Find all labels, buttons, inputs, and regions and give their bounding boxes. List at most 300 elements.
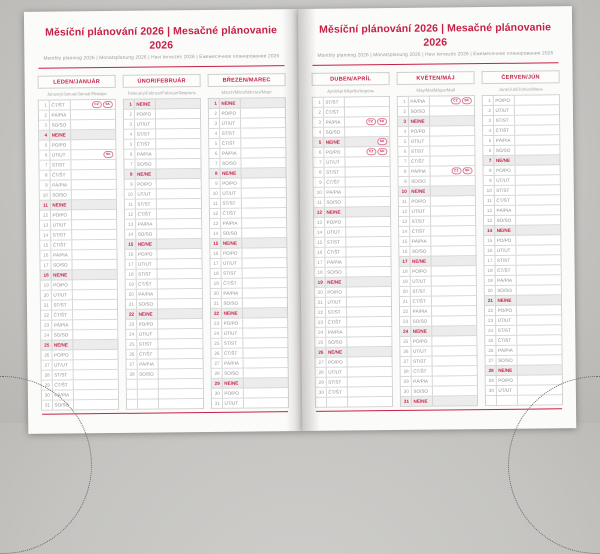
- day-number: 17: [484, 256, 495, 265]
- notes-cell: [431, 286, 476, 295]
- day-abbrev: ČT/ŠT: [496, 336, 517, 345]
- notes-cell: [345, 177, 390, 186]
- day-number: 1: [124, 100, 135, 109]
- day-number: 24: [485, 326, 496, 335]
- notes-cell: [345, 127, 390, 136]
- day-number: 6: [124, 150, 135, 159]
- notes-cell: [517, 335, 562, 344]
- notes-cell: [515, 165, 560, 174]
- notes-cell: [157, 259, 202, 268]
- notes-cell: [243, 398, 288, 407]
- day-number: 20: [485, 286, 496, 295]
- day-number: 23: [211, 319, 222, 328]
- notes-cell: [241, 208, 286, 217]
- day-number: 3: [483, 116, 494, 125]
- day-number: 20: [126, 290, 137, 299]
- month-subtitle-march: March/März/Március/Март: [221, 89, 272, 95]
- notes-cell: [516, 305, 561, 314]
- notes-cell: [71, 180, 116, 189]
- day-abbrev: [496, 396, 517, 405]
- day-number: 8: [210, 169, 221, 178]
- day-abbrev: SO/SO: [324, 198, 345, 207]
- day-number: 14: [484, 226, 495, 235]
- day-abbrev: PÁ/PIA: [222, 359, 243, 368]
- day-number: 19: [315, 278, 326, 287]
- notes-cell: [242, 288, 287, 297]
- day-abbrev: SO/SO: [222, 369, 243, 378]
- notes-cell: [345, 197, 390, 206]
- month-title-april: DUBEN/APRÍL: [312, 72, 390, 86]
- day-abbrev: PO/PO: [324, 148, 345, 157]
- day-number: [316, 398, 327, 407]
- notes-cell: [347, 317, 392, 326]
- day-number: 3: [313, 118, 324, 127]
- day-number: 7: [313, 158, 324, 167]
- day-number: 15: [40, 241, 51, 250]
- page-content-right: [298, 6, 576, 412]
- notes-cell: [517, 365, 562, 374]
- notes-cell: [71, 190, 116, 199]
- day-abbrev: SO/SO: [52, 330, 73, 339]
- page-subtitle: Monthly planning 2026 | Monatsplanung 2026 | Havi tervezés 2026 | Ежемесячное планирование 2026: [43, 54, 280, 62]
- day-number: 6: [398, 147, 409, 156]
- day-number: 10: [40, 191, 51, 200]
- day-abbrev: ST/ST: [496, 326, 517, 335]
- day-abbrev: ČT/ŠT: [222, 349, 243, 358]
- day-number: 17: [399, 257, 410, 266]
- holiday-badge-sk-icon: SK: [462, 97, 472, 104]
- day-abbrev: SO/SO: [135, 160, 156, 169]
- day-number: 6: [209, 149, 220, 158]
- day-abbrev: ÚT/UT: [51, 220, 72, 229]
- day-abbrev: PÁ/PIA: [136, 220, 157, 229]
- notes-cell: [430, 146, 475, 155]
- notes-cell: [72, 300, 117, 309]
- notes-cell: [158, 329, 203, 338]
- bottom-rule: [42, 411, 288, 415]
- day-number: 11: [314, 198, 325, 207]
- day-number: 4: [313, 128, 324, 137]
- notes-cell: [432, 346, 477, 355]
- month-title-january: LEDEN/JANUÁR: [38, 75, 116, 89]
- day-abbrev: PO/PO: [137, 319, 158, 328]
- day-number: 24: [211, 329, 222, 338]
- day-number: 25: [126, 340, 137, 349]
- day-abbrev: PO/PO: [495, 306, 516, 315]
- day-abbrev: PO/PO: [325, 288, 346, 297]
- notes-cell: [432, 396, 477, 405]
- day-abbrev: ÚT/UT: [493, 106, 514, 115]
- day-abbrev: ST/ST: [494, 116, 515, 125]
- holiday-badge-cz-icon: CZ: [92, 101, 102, 108]
- notes-cell: [347, 397, 392, 406]
- day-abbrev: PO/PO: [222, 319, 243, 328]
- notes-cell: [430, 176, 475, 185]
- day-number: 1: [483, 96, 494, 105]
- notes-cell: [242, 268, 287, 277]
- day-number: 9: [210, 179, 221, 188]
- day-number: 2: [124, 110, 135, 119]
- day-abbrev: ST/ST: [51, 230, 72, 239]
- notes-cell: [431, 276, 476, 285]
- notes-cell: [158, 349, 203, 358]
- notes-cell: [347, 327, 392, 336]
- day-number: 7: [398, 157, 409, 166]
- day-number: 23: [315, 318, 326, 327]
- day-number: 4: [483, 126, 494, 135]
- notes-cell: [158, 389, 203, 398]
- day-abbrev: SO/SO: [495, 216, 516, 225]
- day-number: 10: [484, 186, 495, 195]
- notes-cell: [241, 128, 286, 137]
- day-abbrev: ÚT/UT: [52, 360, 73, 369]
- day-abbrev: NE/NE: [324, 208, 345, 217]
- day-number: 6: [39, 151, 50, 160]
- day-abbrev: ÚT/UT: [221, 259, 242, 268]
- notes-cell: [432, 356, 477, 365]
- notes-cell: [71, 120, 116, 129]
- day-number: 28: [212, 369, 223, 378]
- day-number: 23: [400, 317, 411, 326]
- page-title: Měsíční plánování 2026 | Mesačné plánovanie 2026: [45, 24, 278, 52]
- day-number: 7: [124, 160, 135, 169]
- notes-cell: [432, 306, 477, 315]
- day-number: 20: [211, 289, 222, 298]
- day-number: 30: [212, 389, 223, 398]
- blank-row-april: [316, 397, 392, 408]
- day-abbrev: PO/PO: [410, 267, 431, 276]
- day-abbrev: ČT/ŠT: [325, 248, 346, 257]
- day-number: 26: [211, 349, 222, 358]
- notes-cell: [242, 228, 287, 237]
- holiday-badge-cz-icon: CZ: [366, 118, 376, 125]
- title-rule: [312, 62, 558, 66]
- notes-cell: [346, 217, 391, 226]
- notes-cell: [346, 257, 391, 266]
- day-abbrev: ST/ST: [494, 186, 515, 195]
- notes-cell: [346, 267, 391, 276]
- day-number: 15: [399, 237, 410, 246]
- day-abbrev: NE/NE: [222, 309, 243, 318]
- day-number: 18: [211, 269, 222, 278]
- holiday-badge-sk-icon: SK: [377, 118, 387, 125]
- notes-cell: [516, 245, 561, 254]
- day-number: 1: [209, 99, 220, 108]
- notes-cell: [70, 110, 115, 119]
- day-number: 13: [40, 221, 51, 230]
- month-column-april: [312, 72, 394, 408]
- notes-cell: [345, 117, 390, 126]
- day-abbrev: PÁ/PIA: [221, 219, 242, 228]
- notes-cell: [345, 167, 390, 176]
- day-abbrev: ÚT/UT: [325, 298, 346, 307]
- day-number: 27: [42, 361, 53, 370]
- day-table-june: [482, 94, 563, 406]
- notes-cell: [517, 315, 562, 324]
- day-abbrev: ÚT/UT: [136, 260, 157, 269]
- day-abbrev: ČT/ŠT: [326, 388, 347, 397]
- day-abbrev: PO/PO: [136, 250, 157, 259]
- notes-cell: [347, 387, 392, 396]
- day-abbrev: ČT/ŠT: [52, 380, 73, 389]
- day-number: 15: [484, 236, 495, 245]
- day-abbrev: PO/PO: [222, 389, 243, 398]
- notes-cell: [347, 307, 392, 316]
- day-number: 26: [41, 351, 52, 360]
- day-abbrev: NE/NE: [411, 397, 432, 406]
- notes-cell: [345, 157, 390, 166]
- page-content-left: [24, 9, 302, 415]
- day-number: 28: [401, 367, 412, 376]
- day-table-march: [208, 97, 289, 409]
- day-abbrev: PÁ/PIA: [135, 150, 156, 159]
- day-number: 12: [125, 210, 136, 219]
- day-number: 21: [400, 297, 411, 306]
- blank-row-june: [486, 395, 562, 406]
- day-abbrev: ČT/ŠT: [411, 367, 432, 376]
- notes-cell: [345, 187, 390, 196]
- day-number: 14: [314, 228, 325, 237]
- day-abbrev: ÚT/UT: [495, 246, 516, 255]
- day-number: 25: [41, 341, 52, 350]
- day-abbrev: NE/NE: [324, 138, 345, 147]
- day-abbrev: SO/SO: [136, 299, 157, 308]
- notes-cell: [347, 367, 392, 376]
- notes-cell: [346, 237, 391, 246]
- day-number: 24: [41, 331, 52, 340]
- day-abbrev: PÁ/PIA: [50, 180, 71, 189]
- notes-cell: [73, 390, 118, 399]
- notes-cell: [517, 355, 562, 364]
- notes-cell: [431, 256, 476, 265]
- notes-cell: [241, 198, 286, 207]
- notes-cell: [516, 295, 561, 304]
- day-number: 5: [483, 136, 494, 145]
- notes-cell: [346, 277, 391, 286]
- day-number: 4: [398, 127, 409, 136]
- notes-cell: [346, 287, 391, 296]
- day-number: 2: [39, 111, 50, 120]
- notes-cell: [432, 326, 477, 335]
- day-number: 4: [39, 131, 50, 140]
- notes-cell: [241, 158, 286, 167]
- day-abbrev: NE/NE: [326, 348, 347, 357]
- day-number: 28: [486, 366, 497, 375]
- day-abbrev: ČT/ŠT: [410, 297, 431, 306]
- day-abbrev: ST/ST: [325, 238, 346, 247]
- day-number: 16: [40, 251, 51, 260]
- day-number: 20: [315, 288, 326, 297]
- notes-cell: [71, 130, 116, 139]
- day-abbrev: NE/NE: [135, 170, 156, 179]
- day-abbrev: SO/SO: [326, 338, 347, 347]
- notes-cell: [347, 357, 392, 366]
- month-column-february: [123, 74, 205, 410]
- notes-cell: [517, 345, 562, 354]
- notes-cell: [347, 347, 392, 356]
- bottom-rule: [316, 408, 562, 412]
- day-abbrev: NE/NE: [494, 156, 515, 165]
- day-abbrev: ÚT/UT: [135, 120, 156, 129]
- day-abbrev: PO/PO: [50, 210, 71, 219]
- day-table-january: [38, 99, 119, 411]
- notes-cell: [73, 320, 118, 329]
- day-number: 13: [210, 219, 221, 228]
- day-abbrev: ÚT/UT: [494, 176, 515, 185]
- day-abbrev: PÁ/PIA: [49, 110, 70, 119]
- day-abbrev: SO/SO: [136, 230, 157, 239]
- day-abbrev: SO/SO: [51, 260, 72, 269]
- notes-cell: [157, 239, 202, 248]
- day-number: [486, 396, 497, 405]
- day-number: 20: [400, 287, 411, 296]
- day-number: 13: [399, 217, 410, 226]
- day-number: 11: [40, 201, 51, 210]
- notes-cell: [430, 166, 475, 175]
- day-number: 19: [400, 277, 411, 286]
- day-abbrev: PÁ/PIA: [410, 237, 431, 246]
- notes-cell: [70, 100, 115, 109]
- month-subtitle-april: April/April/Április/Апрель: [327, 88, 375, 94]
- day-number: 2: [398, 107, 409, 116]
- day-abbrev: ČT/ŠT: [220, 139, 241, 148]
- day-number: 21: [315, 298, 326, 307]
- day-number: 15: [125, 240, 136, 249]
- notes-cell: [516, 225, 561, 234]
- notes-cell: [517, 395, 562, 404]
- day-number: 26: [485, 346, 496, 355]
- day-abbrev: PÁ/PIA: [324, 118, 345, 127]
- notes-cell: [242, 218, 287, 227]
- day-number: 12: [399, 207, 410, 216]
- notes-cell: [514, 95, 559, 104]
- day-number: 23: [41, 321, 52, 330]
- notes-cell: [158, 379, 203, 388]
- notes-cell: [243, 338, 288, 347]
- notes-cell: [514, 105, 559, 114]
- notes-cell: [72, 270, 117, 279]
- month-title-february: ÚNOR/FEBRUÁR: [123, 74, 201, 88]
- notes-cell: [431, 296, 476, 305]
- day-number: 14: [210, 229, 221, 238]
- day-number: 21: [126, 300, 137, 309]
- day-abbrev: ST/ST: [221, 269, 242, 278]
- month-column-march: [208, 73, 290, 409]
- day-abbrev: ÚT/UT: [411, 347, 432, 356]
- day-abbrev: ST/ST: [410, 287, 431, 296]
- notes-cell: [243, 378, 288, 387]
- notes-cell: [432, 336, 477, 345]
- holiday-badge-sk-icon: SK: [377, 138, 387, 145]
- day-abbrev: ÚT/UT: [324, 158, 345, 167]
- day-abbrev: PO/PO: [325, 218, 346, 227]
- day-abbrev: ÚT/UT: [326, 368, 347, 377]
- notes-cell: [73, 380, 118, 389]
- day-abbrev: NE/NE: [411, 327, 432, 336]
- notes-cell: [156, 179, 201, 188]
- day-abbrev: ST/ST: [495, 256, 516, 265]
- day-abbrev: ST/ST: [51, 300, 72, 309]
- day-number: 14: [125, 230, 136, 239]
- day-number: 12: [314, 208, 325, 217]
- day-abbrev: SO/SO: [496, 356, 517, 365]
- day-abbrev: NE/NE: [495, 296, 516, 305]
- day-number: 10: [125, 190, 136, 199]
- day-number: 16: [125, 250, 136, 259]
- notes-cell: [344, 107, 389, 116]
- notes-cell: [241, 138, 286, 147]
- notes-cell: [345, 147, 390, 156]
- day-abbrev: SO/SO: [494, 146, 515, 155]
- day-number: 30: [486, 386, 497, 395]
- day-abbrev: SO/SO: [325, 268, 346, 277]
- notes-cell: [346, 227, 391, 236]
- day-number: 25: [485, 336, 496, 345]
- notes-cell: [71, 170, 116, 179]
- day-abbrev: ÚT/UT: [135, 190, 156, 199]
- day-abbrev: PÁ/PIA: [220, 149, 241, 158]
- day-abbrev: SO/SO: [221, 229, 242, 238]
- day-abbrev: PO/PO: [411, 337, 432, 346]
- day-abbrev: PO/PO: [221, 249, 242, 258]
- day-abbrev: SO/SO: [220, 159, 241, 168]
- page-title: Měsíční plánování 2026 | Mesačné plánovanie 2026: [319, 21, 552, 49]
- notes-cell: [346, 297, 391, 306]
- holiday-badge-cz-icon: CZ: [366, 148, 376, 155]
- notes-cell: [73, 340, 118, 349]
- day-abbrev: ČT/ŠT: [52, 310, 73, 319]
- notes-cell: [72, 280, 117, 289]
- day-abbrev: ÚT/UT: [50, 150, 71, 159]
- day-abbrev: SO/SO: [52, 400, 73, 409]
- notes-cell: [516, 215, 561, 224]
- day-table-april: [312, 96, 393, 408]
- notes-cell: [517, 375, 562, 384]
- month-subtitle-june: June/Juni/Június/Июнь: [498, 86, 543, 92]
- day-number: 19: [41, 281, 52, 290]
- day-abbrev: NE/NE: [495, 226, 516, 235]
- day-number: 9: [314, 178, 325, 187]
- day-number: 4: [209, 129, 220, 138]
- day-abbrev: ST/ST: [220, 129, 241, 138]
- day-abbrev: PO/PO: [52, 350, 73, 359]
- day-abbrev: NE/NE: [136, 240, 157, 249]
- notes-cell: [157, 249, 202, 258]
- notes-cell: [157, 289, 202, 298]
- day-abbrev: [326, 398, 347, 407]
- day-abbrev: PO/PO: [135, 180, 156, 189]
- day-number: 22: [126, 310, 137, 319]
- day-number: 6: [313, 148, 324, 157]
- notes-cell: [345, 207, 390, 216]
- notes-cell: [156, 159, 201, 168]
- day-abbrev: [137, 389, 158, 398]
- day-number: 5: [209, 139, 220, 148]
- day-number: 10: [399, 187, 410, 196]
- day-abbrev: ÚT/UT: [220, 189, 241, 198]
- notes-cell: [73, 310, 118, 319]
- notes-cell: [73, 360, 118, 369]
- notes-cell: [72, 250, 117, 259]
- day-abbrev: NE/NE: [409, 187, 430, 196]
- day-number: 27: [401, 357, 412, 366]
- day-abbrev: SO/SO: [408, 107, 429, 116]
- day-abbrev: NE/NE: [410, 257, 431, 266]
- month-subtitle-may: May/Mai/Május/Май: [416, 87, 456, 93]
- day-number: 21: [211, 299, 222, 308]
- notes-cell: [432, 366, 477, 375]
- day-number: 25: [315, 338, 326, 347]
